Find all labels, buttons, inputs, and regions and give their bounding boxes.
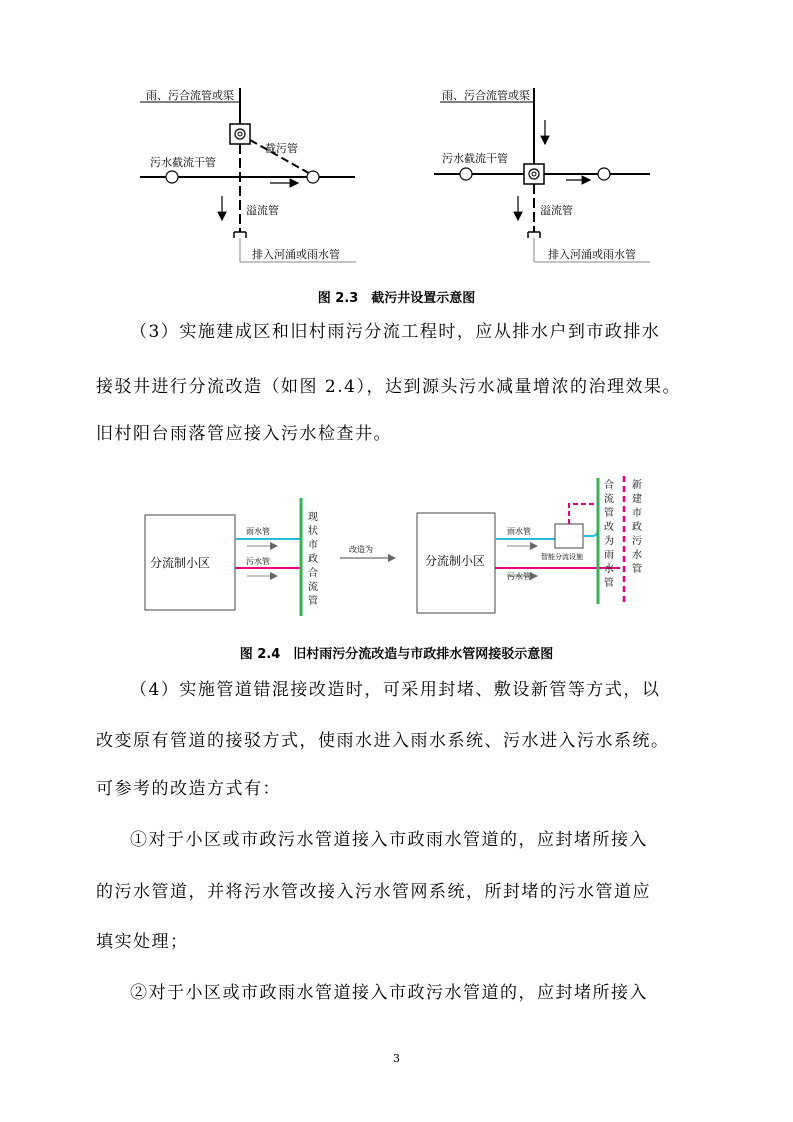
- svg-text:管: 管: [308, 596, 318, 607]
- right-rain-label: 雨水管: [507, 527, 531, 536]
- arrow-label: 改造为: [349, 545, 373, 554]
- svg-text:污: 污: [632, 536, 642, 547]
- fig23-right-intercept-trunk-label: 污水截流干管: [442, 152, 508, 165]
- svg-text:状: 状: [308, 526, 318, 537]
- svg-text:建: 建: [632, 494, 642, 505]
- svg-text:管: 管: [632, 564, 642, 575]
- svg-text:政: 政: [308, 554, 318, 565]
- new-sewer-label: [632, 479, 642, 575]
- left-combined-label: [308, 511, 318, 607]
- svg-text:合: 合: [308, 568, 318, 579]
- svg-text:改: 改: [604, 522, 614, 533]
- svg-text:管: 管: [604, 508, 614, 519]
- fig23-right-combined-label: 雨、污合流管或渠: [442, 89, 530, 102]
- svg-text:管: 管: [604, 578, 614, 589]
- figure-2-3: [0, 0, 793, 280]
- interception-well: [230, 124, 250, 144]
- svg-text:流: 流: [604, 494, 614, 505]
- para4-line-1: ②对于小区或市政雨水管道接入市政污水管道的，应封堵所接入: [130, 983, 648, 1003]
- left-box-label: 分流制小区: [150, 556, 211, 570]
- svg-text:合: 合: [604, 480, 614, 491]
- svg-text:流: 流: [308, 582, 318, 593]
- fig23-right-overflow-label: 溢流管: [540, 204, 573, 217]
- svg-text:雨: 雨: [604, 550, 614, 561]
- fig23-left-combined-label: 雨、污合流管或渠: [146, 89, 234, 102]
- svg-text:市: 市: [632, 508, 642, 519]
- device-label: 智能分流设施: [541, 553, 583, 561]
- figure-2-4: [0, 468, 793, 633]
- fig24-caption: 图 2.4 旧村雨污分流改造与市政排水管网接驳示意图: [239, 647, 554, 662]
- interception-well: [524, 164, 544, 184]
- para2-line-3: 可参考的改造方式有：: [96, 779, 281, 799]
- para3-line-3: 填实处理；: [96, 932, 189, 952]
- right-sewage-label: 污水管: [507, 572, 531, 581]
- fig23-left-diagram: [140, 88, 356, 262]
- svg-text:为: 为: [604, 536, 614, 547]
- para1-line-3: 旧村阳台雨落管应接入污水检查井。: [96, 424, 392, 444]
- fig23-left-overflow-label: 溢流管: [246, 204, 279, 217]
- para3-line-2: 的污水管道，并将污水管改接入污水管网系统，所封堵的污水管道应: [96, 882, 651, 902]
- right-box-label: 分流制小区: [425, 554, 486, 568]
- left-sewage-label: 污水管: [246, 557, 270, 566]
- svg-text:水: 水: [632, 550, 642, 561]
- para2-line-2: 改变原有管道的接驳方式，使雨水进入雨水系统、污水进入污水系统。: [96, 731, 670, 751]
- page-number: 3: [393, 1052, 400, 1065]
- svg-text:现: 现: [308, 512, 318, 523]
- para2-line-1: （4）实施管道错混接改造时，可采用封堵、敷设新管等方式，以: [130, 680, 661, 700]
- para1-line-1: （3）实施建成区和旧村雨污分流工程时，应从排水户到市政排水: [130, 322, 661, 342]
- converted-pipe-label: [604, 478, 614, 589]
- fig23-left-intercept-trunk-label: 污水截流干管: [150, 156, 216, 169]
- fig23-right-discharge-label: 排入河涌或雨水管: [548, 248, 636, 261]
- svg-text:市: 市: [308, 540, 318, 551]
- svg-text:政: 政: [632, 522, 642, 533]
- left-rain-label: 雨水管: [246, 527, 270, 536]
- para3-line-1: ①对于小区或市政污水管道接入市政雨水管道的，应封堵所接入: [130, 830, 648, 850]
- fig23-caption: 图 2.3 截污井设置示意图: [317, 291, 476, 306]
- svg-text:水: 水: [604, 564, 614, 575]
- fig23-left-discharge-label: 排入河涌或雨水管: [252, 248, 340, 261]
- svg-text:新: 新: [632, 480, 642, 491]
- fig23-left-intercept-pipe-label: 截污管: [265, 142, 298, 155]
- para1-line-2: 接驳井进行分流改造（如图 2.4），达到源头污水减量增浓的治理效果。: [96, 377, 681, 397]
- fig23-right-diagram: [434, 88, 650, 262]
- smart-diversion-device: [555, 524, 583, 548]
